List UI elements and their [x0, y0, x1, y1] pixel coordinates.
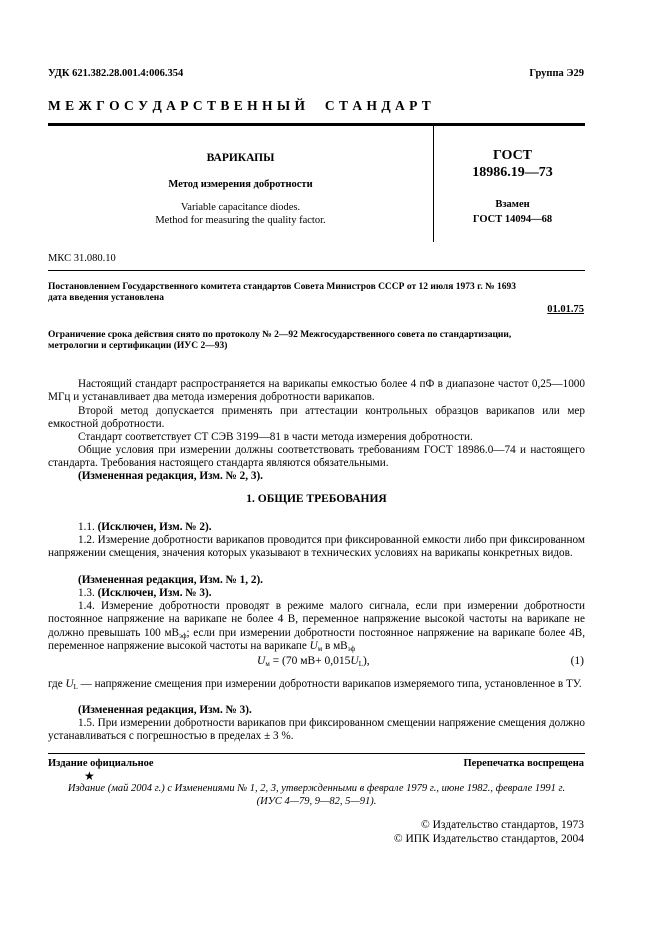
udc-code: УДК 621.382.28.001.4:006.354 [48, 68, 184, 79]
intro-paragraph-2: Второй метод допускается применять при аттестации контрольных образцов варикапов или мер емкостной добротности. [48, 405, 585, 431]
title-divider [433, 126, 434, 242]
reprint-prohibited: Перепечатка воспрещена [463, 758, 584, 769]
item-1-4-sub2: эф [347, 645, 356, 654]
gost-number: 18986.19—73 [472, 165, 553, 180]
item-1-4-text: 1.4. Измерение добротности проводят в режиме малого сигнала, если при измерении добротности постоянное напряжение на варикапе не более 4 В, переменное напряжение высокой частоты на варикапе не должно превышать 100 мВ [48, 600, 585, 639]
item-1-2: 1.2. Измерение добротности варикапов проводится при фиксированной емкости либо при фиксированном напряжении смещения, значения которых указывают в технических условиях на варикапы конкретных видов. [48, 534, 585, 560]
footer-rule [48, 753, 585, 754]
where-text: — напряжение смещения при измерении добротности варикапов измеряемого типа, установленное в ТУ. [77, 678, 582, 690]
edition-info-line2: (ИУС 4—79, 9—82, 5—91). [256, 796, 377, 807]
decree-line1: Постановлением Государственного комитета стандартов Совета Министров СССР от 12 июля 1973 г. № 1693 [48, 282, 517, 292]
mks-rule [48, 270, 585, 271]
item-1-1 [48, 521, 585, 534]
item-1-1-text: (Исключен, Изм. № 2). [97, 521, 212, 533]
copyright-1973: © Издательство стандартов, 1973 [420, 819, 584, 831]
formula-u-sub: L [358, 660, 363, 668]
where-u: U [65, 678, 74, 690]
formula-u: U [350, 655, 359, 667]
item-1-4-unit: в мВ [324, 640, 348, 653]
official-edition: Издание официальное [48, 758, 154, 769]
english-title-line1: Variable capacitance diodes. [180, 202, 301, 213]
formula-end: ), [362, 655, 370, 667]
limitation-line1: Ограничение срока действия снято по протоколу № 2—92 Межгосударственного совета по стандартизации, [48, 330, 512, 340]
formula-where [48, 678, 585, 691]
formula-rhs: = (70 мВ+ 0,015 [269, 655, 351, 667]
formula-lhs-sub: м [265, 660, 270, 668]
mks-code: МКС 31.080.10 [48, 253, 116, 264]
intro-paragraph-4: Общие условия при измерении должны соответствовать требованиям ГОСТ 18986.0—74 и настоящего стандарта. Требования настоящего стандарта являются обязательными. [48, 444, 585, 470]
item-1-4 [48, 600, 585, 654]
doc-subtitle: Метод измерения добротности [168, 179, 313, 190]
section-1-heading: 1. ОБЩИЕ ТРЕБОВАНИЯ [246, 493, 387, 505]
english-title-line2: Method for measuring the quality factor. [155, 215, 326, 226]
item-1-1-number: 1.1. [78, 521, 95, 533]
item-1-4-u: U [309, 640, 318, 653]
intro-paragraph-3: Стандарт соответствует СТ СЭВ 3199—81 в части метода измерения добротности. [78, 431, 473, 443]
formula-lhs: U [257, 655, 266, 667]
standard-banner: М Е Ж Г О С У Д А Р С Т В Е Н Н Ы Й С Т А Н Д А Р Т [48, 98, 432, 113]
banner-rule [48, 123, 585, 126]
replaced-number: ГОСТ 14094—68 [472, 214, 553, 225]
formula-1 [257, 655, 370, 667]
item-1-3 [48, 587, 585, 600]
limitation-line2: метрологии и сертификации (ИУС 2—93) [48, 341, 228, 351]
copyright-2004: © ИПК Издательство стандартов, 2004 [393, 833, 584, 845]
intro-amendment-note: (Измененная редакция, Изм. № 2, 3). [78, 470, 263, 482]
edition-info-line1: Издание (май 2004 г.) с Изменениями № 1, 2, 3, утвержденными в феврале 1979 г., июне 1982., феврале 1991 г. [67, 783, 566, 794]
replaced-label: Взамен [495, 199, 530, 210]
star-icon: ★ [84, 769, 95, 783]
item-1-5: 1.5. При измерении добротности варикапов при фиксированном смещении напряжение смещения должно устанавливаться с погрешностью в пределах ± 3 %. [48, 717, 585, 743]
item-1-4-u-sub: м [317, 645, 323, 654]
gost-label: ГОСТ [492, 148, 533, 163]
effective-date: 01.01.75 [547, 304, 584, 315]
doc-title: ВАРИКАПЫ [206, 152, 275, 164]
decree-line2: дата введения установлена [48, 293, 165, 303]
item-1-4-sub1: эф [178, 631, 187, 640]
where-lead: где [48, 678, 63, 690]
where-u-sub: L [73, 683, 78, 691]
item-1-2-note: (Измененная редакция, Изм. № 1, 2). [78, 574, 263, 586]
item-1-4-note: (Измененная редакция, Изм. № 3). [78, 704, 252, 716]
item-1-3-text: (Исключен, Изм. № 3). [97, 587, 212, 599]
intro-paragraph-1: Настоящий стандарт распространяется на варикапы емкостью более 4 пФ в диапазоне частот 0,25—1000 МГц и устанавливает два метода измерения добротности варикапов. [48, 378, 585, 404]
item-1-4-cont: ; если при измерении добротности постоянное напряжение на варикапе более 4В, переменное напряжение высокой частоты на варикапе [48, 626, 585, 653]
formula-number: (1) [570, 655, 584, 667]
item-1-3-number: 1.3. [78, 587, 95, 599]
group-code: Группа Э29 [529, 68, 584, 79]
